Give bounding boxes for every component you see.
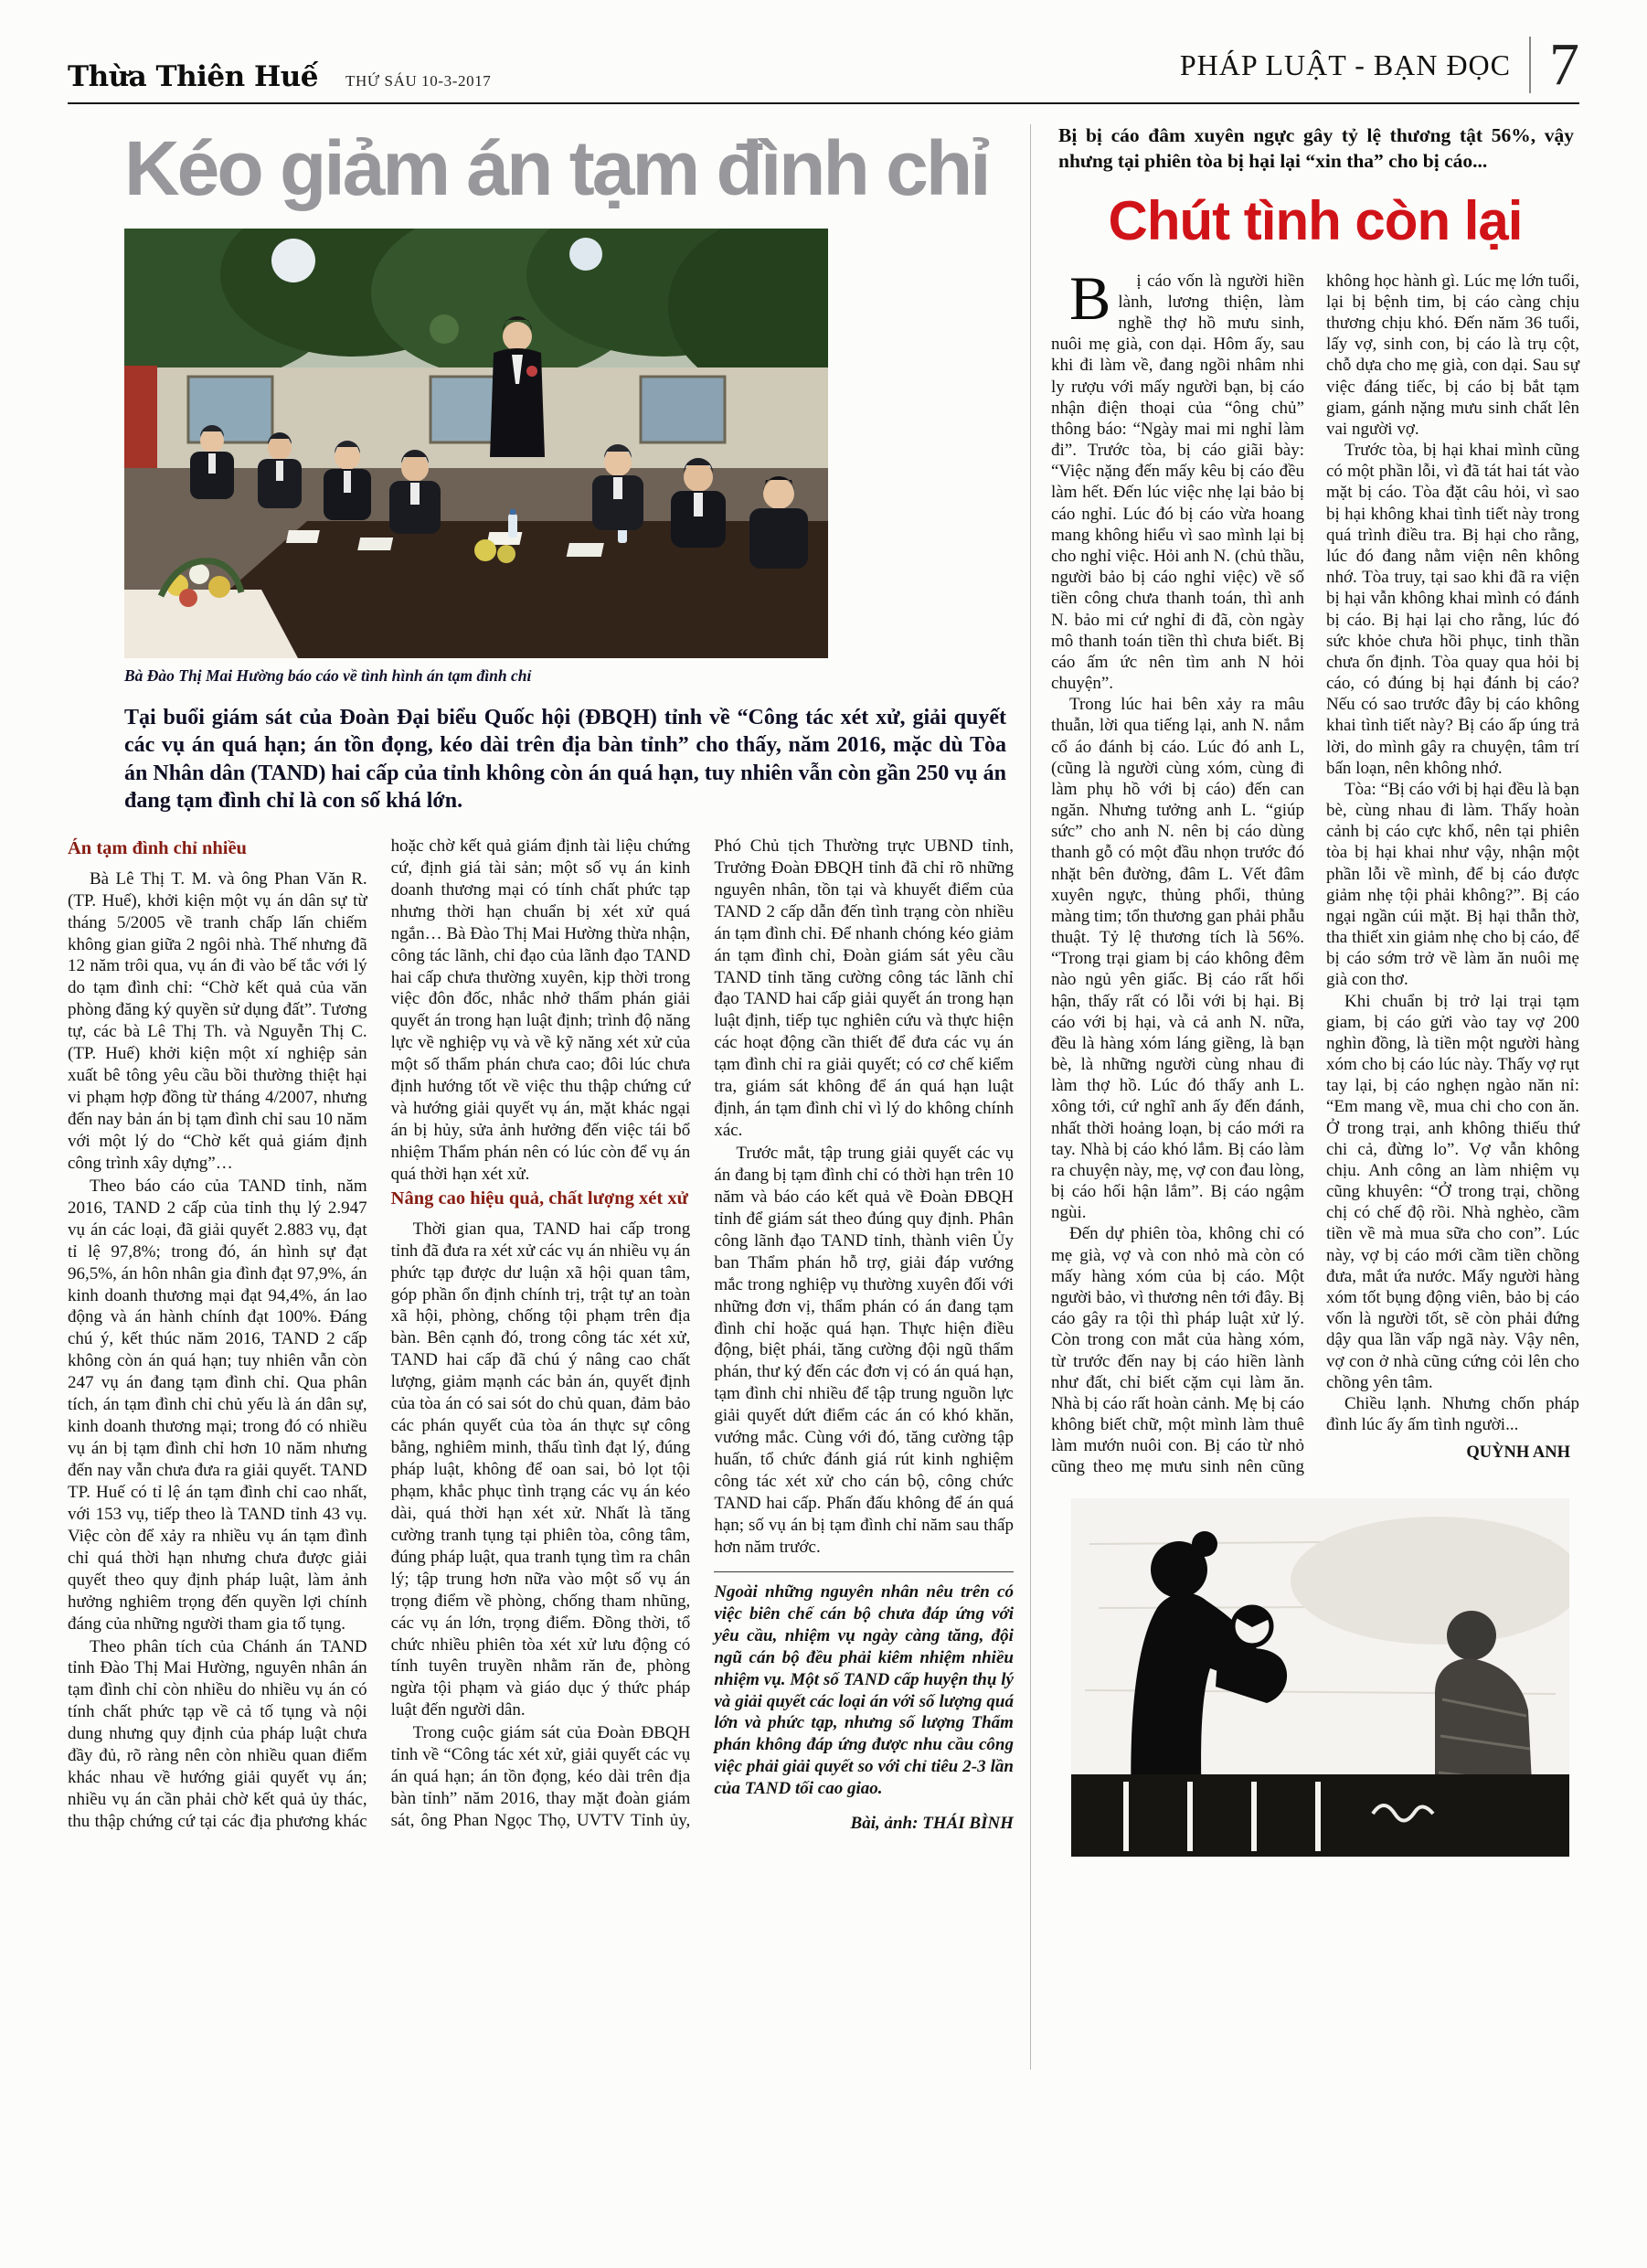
author-credit: QUỲNH ANH xyxy=(1466,1443,1570,1463)
body-paragraph: Tòa: “Bị cáo với bị hại đều là bạn bè, cùng nhau đi làm. Thấy hoàn cảnh bị cáo cực khổ, nên tại phiên tòa bị hại khai như vậy, nhận một phần lỗi về mình, để bị cáo được giảm nhẹ tội phải không?”. Bị cáo ngại ngần cúi mặt. Bị hại thẫn thờ, tha thiết xin giảm nhẹ cho bị cáo, để bị cáo sớm trở về làm ăn nuôi mẹ già con thơ. xyxy=(1326,779,1579,990)
newspaper-logo: Thừa Thiên Huế xyxy=(68,60,319,93)
article-right xyxy=(1051,121,1579,2070)
article-left xyxy=(68,121,1014,2070)
body-paragraph: Trước tòa, bị hại khai mình cũng có một phần lỗi, vì đã tát hai tát vào mặt bị cáo. Tòa đặt câu hỏi, vì sao bị hại không khai tình tiết này trong quá trình điều tra. Bị hại cho rằng, lúc đó đang nằm viện nên không nhớ. Tòa truy, tại sao khi đã ra viện bị hại vẫn không khai mình có đánh bị cáo. Bị hại lại cho rằng, lúc đó sức khỏe chưa hồi phục, tinh thần chưa ổn định. Tòa quay qua hỏi bị cáo, có đúng bị hại đánh bị cáo? Nếu có sao trước đây bị cáo không khai tình tiết này? Bị cáo ấp úng trả lời, do mình gây ra chuyện, tâm trí bấn loạn, nên không nhớ. xyxy=(1326,441,1579,778)
section-group xyxy=(1179,30,1579,98)
masthead-group xyxy=(68,60,491,93)
left-article-body xyxy=(68,836,1014,2070)
page-content xyxy=(68,121,1579,2070)
body-paragraph: Theo phân tích của Chánh án TAND tỉnh Đào Thị Mai Hường, nguyên nhân án tạm đình chỉ còn nhiều do nhiều vụ án có tính chất phức tạp về cả tố tụng và nội dung nhưng quy định của pháp luật chưa đầy đủ, rõ ràng nên còn nhiều quan điểm khác nhau về hướng giải quyết vụ án; nhiều vụ án cần phải chờ kết quả ủy thác, thu thập chứng cứ tại các địa phương khác hoặc chờ kết quả giám định tài liệu chứng cứ, định giá tài sản; một số vụ án kinh doanh thương mại có tính chất phức tạp nhưng thời hạn chuẩn bị xét xử quá ngắn… Bà Đào Thị Mai Hường thừa nhận, công tác lãnh, chỉ đạo của lãnh đạo TAND hai cấp chưa thường xuyên, kịp thời trong việc đôn đốc, nhắc nhở thẩm phán giải quyết án trong hạn luật định; trình độ năng lực về nghiệp vụ và về kỹ năng xét xử của một số thẩm phán chưa cao; đôi lúc chưa định hướng tốt về việc thu thập chứng cứ và hướng giải quyết vụ án, mặt khác ngại án bị hủy, sửa ảnh hưởng đến việc tái bổ nhiệm Thẩm phán nên có lúc còn để vụ án quá thời hạn xét xử. xyxy=(68,836,691,1832)
bench-bars xyxy=(1071,1774,1569,1857)
body-paragraph-dropcap: Bị cáo vốn là người hiền lành, lương thiện, làm nghề thợ hồ mưu sinh, nuôi mẹ già, con dại. Hôm ấy, sau khi đi làm về, đang ngồi nhâm nhi ly rượu với mấy người bạn, bị cáo nhận điện thoại của “ông chủ” thông báo: “Ngày mai mi nghỉ làm đi”. Trước tòa, bị cáo giãi bày: “Việc nặng đến mấy kêu bị cáo đều làm hết. Đến lúc việc nhẹ lại bảo bị cáo nghỉ. Lúc đó bị cáo vừa hoang mang không hiểu vì sao mình lại bị cho nghỉ việc. Hỏi anh N. (chủ thầu, người bảo bị cáo nghỉ việc) về số tiền công chưa thanh toán, thì anh N. bảo mi cứ nghỉ đi đã, còn ngày mô thanh toán tiền thì chưa biết. Bị cáo ấm ức nên tìm anh N hỏi chuyện”. xyxy=(1051,262,1304,694)
byline: Bài, ảnh: THÁI BÌNH xyxy=(850,1814,1014,1834)
body-paragraph: Trước mắt, tập trung giải quyết các vụ án đang bị tạm đình chỉ có thời hạn trên 10 năm và báo cáo kết quả về Đoàn ĐBQH tỉnh để giám sát theo đúng quy định. Phân công lãnh đạo TAND tỉnh, thành viên Ủy ban Thẩm phán hỗ trợ, giải đáp vướng mắc trong nghiệp vụ thường xuyên đối với những đơn vị, thẩm phán có án đang tạm đình chỉ hoặc quá hạn. Thực hiện điều động, biệt phái, tăng cường đội ngũ thẩm phán, thư ký đến các đơn vị có án quá hạn, tạm đình chỉ nhiều để tập trung nguồn lực giải quyết dứt điểm các án có khó khăn, vướng mắc. Cùng với đó, tăng cường tập huấn, tổ chức đánh giá rút kinh nghiệm công tác xét xử cho cán bộ, công chức TAND hai cấp. Phấn đấu không để án quá hạn; số vụ án bị tạm đình chỉ năm sau thấp hơn năm trước. xyxy=(714,1144,1014,1557)
issue-date: THỨ SÁU 10-3-2017 xyxy=(345,72,492,90)
right-article-headline: Chút tình còn lại xyxy=(1108,189,1523,251)
right-article-kicker: Bị bị cáo đâm xuyên ngực gây tỷ lệ thương tật 56%, vậy nhưng tại phiên tòa bị hại lại “xin tha” cho bị cáo... xyxy=(1058,124,1574,173)
right-article-body xyxy=(1051,262,1579,1478)
courtroom-illustration xyxy=(1071,1498,1569,1857)
section-title: PHÁP LUẬT - BẠN ĐỌC xyxy=(1179,48,1511,81)
left-article-headline: Kéo giảm án tạm đình chỉ xyxy=(124,125,989,211)
article-divider xyxy=(1030,124,1031,2070)
body-paragraph: Bà Lê Thị T. M. và ông Phan Văn R. (TP. Huế), khởi kiện một vụ án dân sự từ tháng 5/2005 về tranh chấp lấn chiếm không gian giữa 2 ngôi nhà. Thế nhưng đã 12 năm trôi qua, vụ án đi vào bế tắc với lý do tạm đình chỉ: “Chờ kết quả của văn phòng đăng ký quyền sử dụng đất”. Tương tự, các bà Lê Thị Th. và Nguyễn Thị C. (TP. Huế) khởi kiện một xí nghiệp sản xuất bê tông yêu cầu bồi thường thiệt hại vi phạm hợp đồng từ tháng 4/2007, nhưng đến nay bản án bị tạm đình chỉ sau 10 năm với một lý do “Chờ kết quả giám định công trình xây dựng”… xyxy=(68,868,367,1173)
body-paragraph: Theo báo cáo của TAND tỉnh, năm 2016, TAND 2 cấp của tỉnh thụ lý 2.947 vụ án các loại, đã giải quyết 2.883 vụ, đạt tỉ lệ 97,8%; trong đó, án hình sự đạt 96,5%, án hôn nhân gia đình đạt 97,9%, án kinh doanh thương mại đạt 94,4%, án lao động và án hành chính đạt 100%. Đáng chú ý, kết thúc năm 2016, TAND 2 cấp không còn án quá hạn; tuy nhiên vẫn còn 247 vụ án đang tạm đình chỉ. Qua phân tích, án tạm đình chỉ chủ yếu là án dân sự, kinh doanh thương mại; trong đó có nhiều vụ án bị tạm đình chỉ hơn 10 năm nhưng đến nay vẫn chưa đưa ra giải quyết. TAND TP. Huế có tỉ lệ án tạm đình chỉ cao nhất, với 153 vụ, tiếp theo là TAND tỉnh 43 vụ. Việc còn để xảy ra nhiều vụ án tạm đình chỉ quá thời hạn nhưng chưa được giải quyết theo quy định pháp luật, làm ảnh hưởng nghiêm trọng đến quyền lợi chính đáng của những người tham gia tố tụng. xyxy=(68,1176,367,1634)
editor-note: Ngoài những nguyên nhân nêu trên có việc biên chế cán bộ chưa đáp ứng với yêu cầu, nhiệm vụ ngày càng tăng, đội ngũ cán bộ đều phải kiêm nhiệm nhiều nhiệm vụ. Một số TAND cấp huyện thụ lý và giải quyết các loại án với số lượng quá lớn và phức tạp, nhưng số lượng Thẩm phán không đáp ứng được nhu cầu công việc phải giải quyết so với chỉ tiêu 2-3 lần của TAND tối cao giao. xyxy=(714,1571,1014,1800)
body-paragraph: Trong cuộc giám sát của Đoàn ĐBQH tỉnh về “Công tác xét xử, giải quyết các vụ án quá hạn; án tồn đọng, kéo dài trên địa bàn tỉnh” năm 2016, thay mặt đoàn giám sát, ông Phan Ngọc Thọ, UVTV Tỉnh ủy, Phó Chủ tịch Thường trực UBND tỉnh, Trưởng Đoàn ĐBQH tỉnh đã chỉ rõ những nguyên nhân, tồn tại và khuyết điểm của TAND 2 cấp dẫn đến tình trạng còn nhiều án tạm đình chỉ. Để nhanh chóng kéo giảm án tạm đình chỉ, Đoàn giám sát yêu cầu TAND tỉnh tăng cường công tác lãnh chỉ đạo TAND hai cấp giải quyết án trong hạn luật định, tiếp tục nghiên cứu và thực hiện các hoạt động cần thiết để đưa các vụ án tạm đình chỉ ra giải quyết; có cơ chế kiểm tra, giám sát không để án quá hạn luật định, án tạm đình chỉ vì lý do không chính xác. xyxy=(390,836,1014,1831)
wash-blob xyxy=(1291,1517,1569,1645)
courtroom-illustration-graphic xyxy=(1071,1498,1569,1857)
body-paragraph: Khi chuẩn bị trở lại trại tạm giam, bị cáo gửi vào tay vợ 200 nghìn đồng, là tiền một người hàng xóm cho bị cáo lúc này. Thấy vợ rụt tay lại, bị cáo nghẹn ngào năn nỉ: “Em mang về, mua chi cho con ăn. Ở trong trại, anh không thiếu thứ chi cả, đừng lo”. Vợ vẫn không chịu. Anh công an làm nhiệm vụ cũng khuyên: “Ở trong trại, chồng chị có chế độ rồi. Nhà nghèo, cầm tiền về mà mua sữa cho con”. Lúc này, vợ bị cáo mới cầm tiền chồng đưa, mắt ứa nước. Mấy người hàng xóm tốt bụng động viên, bảo bị cáo vốn là người tốt, sẽ còn phải đứng dậy qua lần vấp ngã này. Vậy nên, vợ con ở nhà cũng cứng cỏi lên cho chồng yên tâm. xyxy=(1326,991,1579,1392)
page-number: 7 xyxy=(1549,30,1579,98)
header-divider xyxy=(1529,37,1531,93)
body-paragraph: Đến dự phiên tòa, không chỉ có mẹ già, vợ và con nhỏ mà còn có mấy hàng xóm của bị cáo. Một người bảo, vì thương nên tới đây. Bị cáo gây ra tội thì pháp luật xử lý. Còn trong con mắt của hàng xóm, từ trước đến nay bị cáo hiền lành như đất, chỉ biết cặm cụi làm ăn. Nhà bị cáo rất hoàn cảnh. Mẹ bị cáo không biết chữ, một mình làm thuê làm mướn nuôi con. Bị cáo từ nhỏ cũng theo mẹ mưu sinh nên cũng không học hành gì. Lúc mẹ lớn tuổi, lại bị bệnh tim, bị cáo càng chịu thương chịu khó. Đến năm 36 tuổi, lấy vợ, sinh con, bị cáo là trụ cột, chỗ dựa cho mẹ già, con dại. Sau sự việc đáng tiếc, bị cáo bị bắt tạm giam, gánh nặng mưu sinh chất lên vai người vợ. xyxy=(1051,271,1579,1477)
header-rule xyxy=(68,102,1579,104)
body-paragraph: Chiều lạnh. Nhưng chốn pháp đình lúc ấy ấm tình người... xyxy=(1326,1393,1579,1435)
subhead: Án tạm đình chỉ nhiều xyxy=(68,837,247,858)
body-paragraph: Thời gian qua, TAND hai cấp trong tỉnh đã đưa ra xét xử các vụ án nhiều vụ án phức tạp được dư luận xã hội quan tâm, góp phần ổn định chính trị, trật tự an toàn xã hội, phòng, chống tội phạm trên địa bàn. Bên cạnh đó, trong công tác xét xử, TAND hai cấp đã chú ý nâng cao chất lượng, giảm mạnh các bản án, quyết định của tòa án có sai sót do chủ quan, đảm bảo các phán quyết của tòa án thực sự công bằng, nghiêm minh, thấu tình đạt lý, đúng pháp luật, không để oan sai, bỏ lọt tội phạm, khắc phục tình trạng các vụ án kéo dài, quá thời hạn xét xử. Nhất là tăng cường tranh tụng tại phiên tòa, công tâm, đúng pháp luật, qua tranh tụng tìm ra chân lý; tập trung hơn nữa vào một số vụ án trọng điểm về phòng, chống tham nhũng, các vụ án lớn, trọng điểm. Đồng thời, tổ chức nhiều phiên tòa xét xử lưu động có tính tuyên truyền nhằm răn đe, phòng ngừa tội phạm và giáo dục ý thức pháp luật đến người dân. xyxy=(390,1219,691,1720)
page-header xyxy=(68,30,1579,98)
conference-photo-graphic xyxy=(124,229,828,658)
conference-photo xyxy=(124,229,828,686)
article-lede: Tại buổi giám sát của Đoàn Đại biểu Quốc hội (ĐBQH) tỉnh về “Công tác xét xử, giải quyết các vụ án quá hạn; án tồn đọng, kéo dài trên địa bàn tỉnh” cho thấy, năm 2016, mặc dù Tòa án Nhân dân (TAND) hai cấp của tỉnh không còn án quá hạn, tuy nhiên vẫn còn gần 250 vụ án đang tạm đình chỉ là con số khá lớn. xyxy=(124,706,1006,814)
subhead: Nâng cao hiệu quả, chất lượng xét xử xyxy=(390,1187,688,1209)
photo-caption: Bà Đào Thị Mai Hường báo cáo về tình hình án tạm đình chỉ xyxy=(124,666,532,685)
body-paragraph: Trong lúc hai bên xảy ra mâu thuẫn, lời qua tiếng lại, anh N. nắm cổ áo đánh bị cáo. Lúc đó anh L, (cũng là người cùng xóm, cùng đi làm phụ hồ với bị cáo) đến can ngăn. Nhưng tưởng anh L. “giúp sức” cho anh N. nên bị cáo dùng thanh gỗ có một đầu nhọn trước đó nhặt bên đường, đâm L. Vết đâm xuyên ngực, thủng phổi, thủng màng tim; tổn thương gan phải phẫu thuật. Tỷ lệ thương tích là 56%. “Trong trại giam bị cáo không đêm nào ngủ yên giấc. Bị cáo rất hối hận, thấy rất có lỗi với bị hại. Bị cáo với bị hại, và cả anh N. nữa, đều là hàng xóm láng giềng, là bạn bè, là những người cùng nhau đi làm thợ hồ. Lúc đó thấy anh L. xông tới, cứ nghĩ anh ấy đến đánh, nhất thời hoảng loạn, bị cáo mới ra tay. Nhà bị cáo khó lắm. Bị cáo làm ra chuyện này, mẹ, vợ con đau lòng, bị cáo hối hận lắm”. Bị cáo ngậm ngùi. xyxy=(1051,695,1304,1223)
red-banner xyxy=(124,366,157,480)
